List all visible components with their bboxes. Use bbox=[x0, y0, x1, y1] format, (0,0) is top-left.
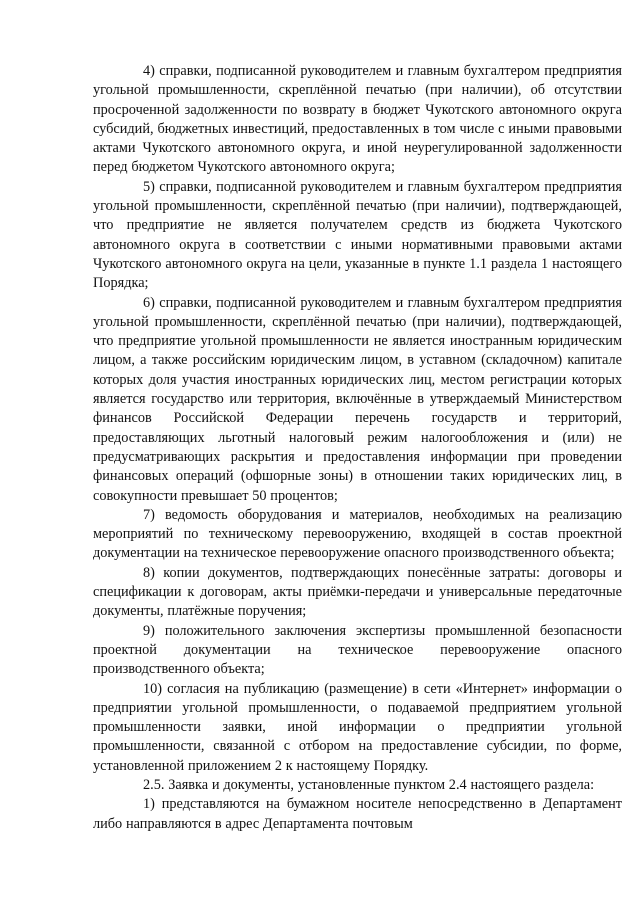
paragraph-item-10: 10) согласия на публикацию (размещение) в сети «Интернет» информации о предприятии угольной промышленности, о подаваемой предприятием угольной промышленности заявки, иной информации о предприятии угольной промышленности, связанной с отбором на предоставление субсидии, по форме, установленной приложением 2 к настоящему Порядку. bbox=[93, 680, 622, 774]
paragraph-item-9: 9) положительного заключения экспертизы промышленной безопасности проектной документации на техническое перевооружение опасного производственного объекта; bbox=[93, 622, 622, 678]
paragraph-item-6: 6) справки, подписанной руководителем и главным бухгалтером предприятия угольной промышленности, скреплённой печатью (при наличии), подтверждающей, что предприятие угольной промышленности не является иностранным юридическим лицом, а также российским юридическим лицом, в уставном (складочном) капитале которых доля участия иностранных юридических лиц, местом регистрации которых является государство или территория, включённые в утверждаемый Министерством финансов Российской Федерации перечень государств и территорий, предоставляющих льготный налоговый режим налогообложения и (или) не предусматривающих раскрытия и предоставления информации при проведении финансовых операций (офшорные зоны) в отношении таких юридических лиц, в совокупности превышает 50 процентов; bbox=[93, 294, 622, 504]
paragraph-section-2-5: 2.5. Заявка и документы, установленные пунктом 2.4 настоящего раздела: bbox=[143, 776, 595, 793]
document-body bbox=[93, 62, 622, 834]
paragraph-subitem-1: 1) представляются на бумажном носителе непосредственно в Департамент либо направляются в адрес Департамента почтовым bbox=[93, 796, 622, 832]
paragraph-item-8: 8) копии документов, подтверждающих понесённые затраты: договоры и спецификации к договорам, акты приёмки-передачи и универсальные передаточные документы, платёжные поручения; bbox=[93, 564, 622, 620]
paragraph-item-7: 7) ведомость оборудования и материалов, необходимых на реализацию мероприятий по техническому перевооружению, входящей в состав проектной документации на техническое перевооружение опасного производственного объекта; bbox=[93, 506, 622, 562]
paragraph-item-5: 5) справки, подписанной руководителем и главным бухгалтером предприятия угольной промышленности, скреплённой печатью (при наличии), подтверждающей, что предприятие не является получателем средств из бюджета Чукотского автономного округа в соответствии с иными нормативными правовыми актами Чукотского автономного округа на цели, указанные в пункте 1.1 раздела 1 настоящего Порядка; bbox=[93, 178, 622, 292]
paragraph-item-4: 4) справки, подписанной руководителем и главным бухгалтером предприятия угольной промышленности, скреплённой печатью (при наличии), об отсутствии просроченной задолженности по возврату в бюджет Чукотского автономного округа субсидий, бюджетных инвестиций, предоставленных в том числе с иными правовыми актами Чукотского автономного округа, и иной неурегулированной задолженности перед бюджетом Чукотского автономного округа; bbox=[93, 63, 622, 176]
